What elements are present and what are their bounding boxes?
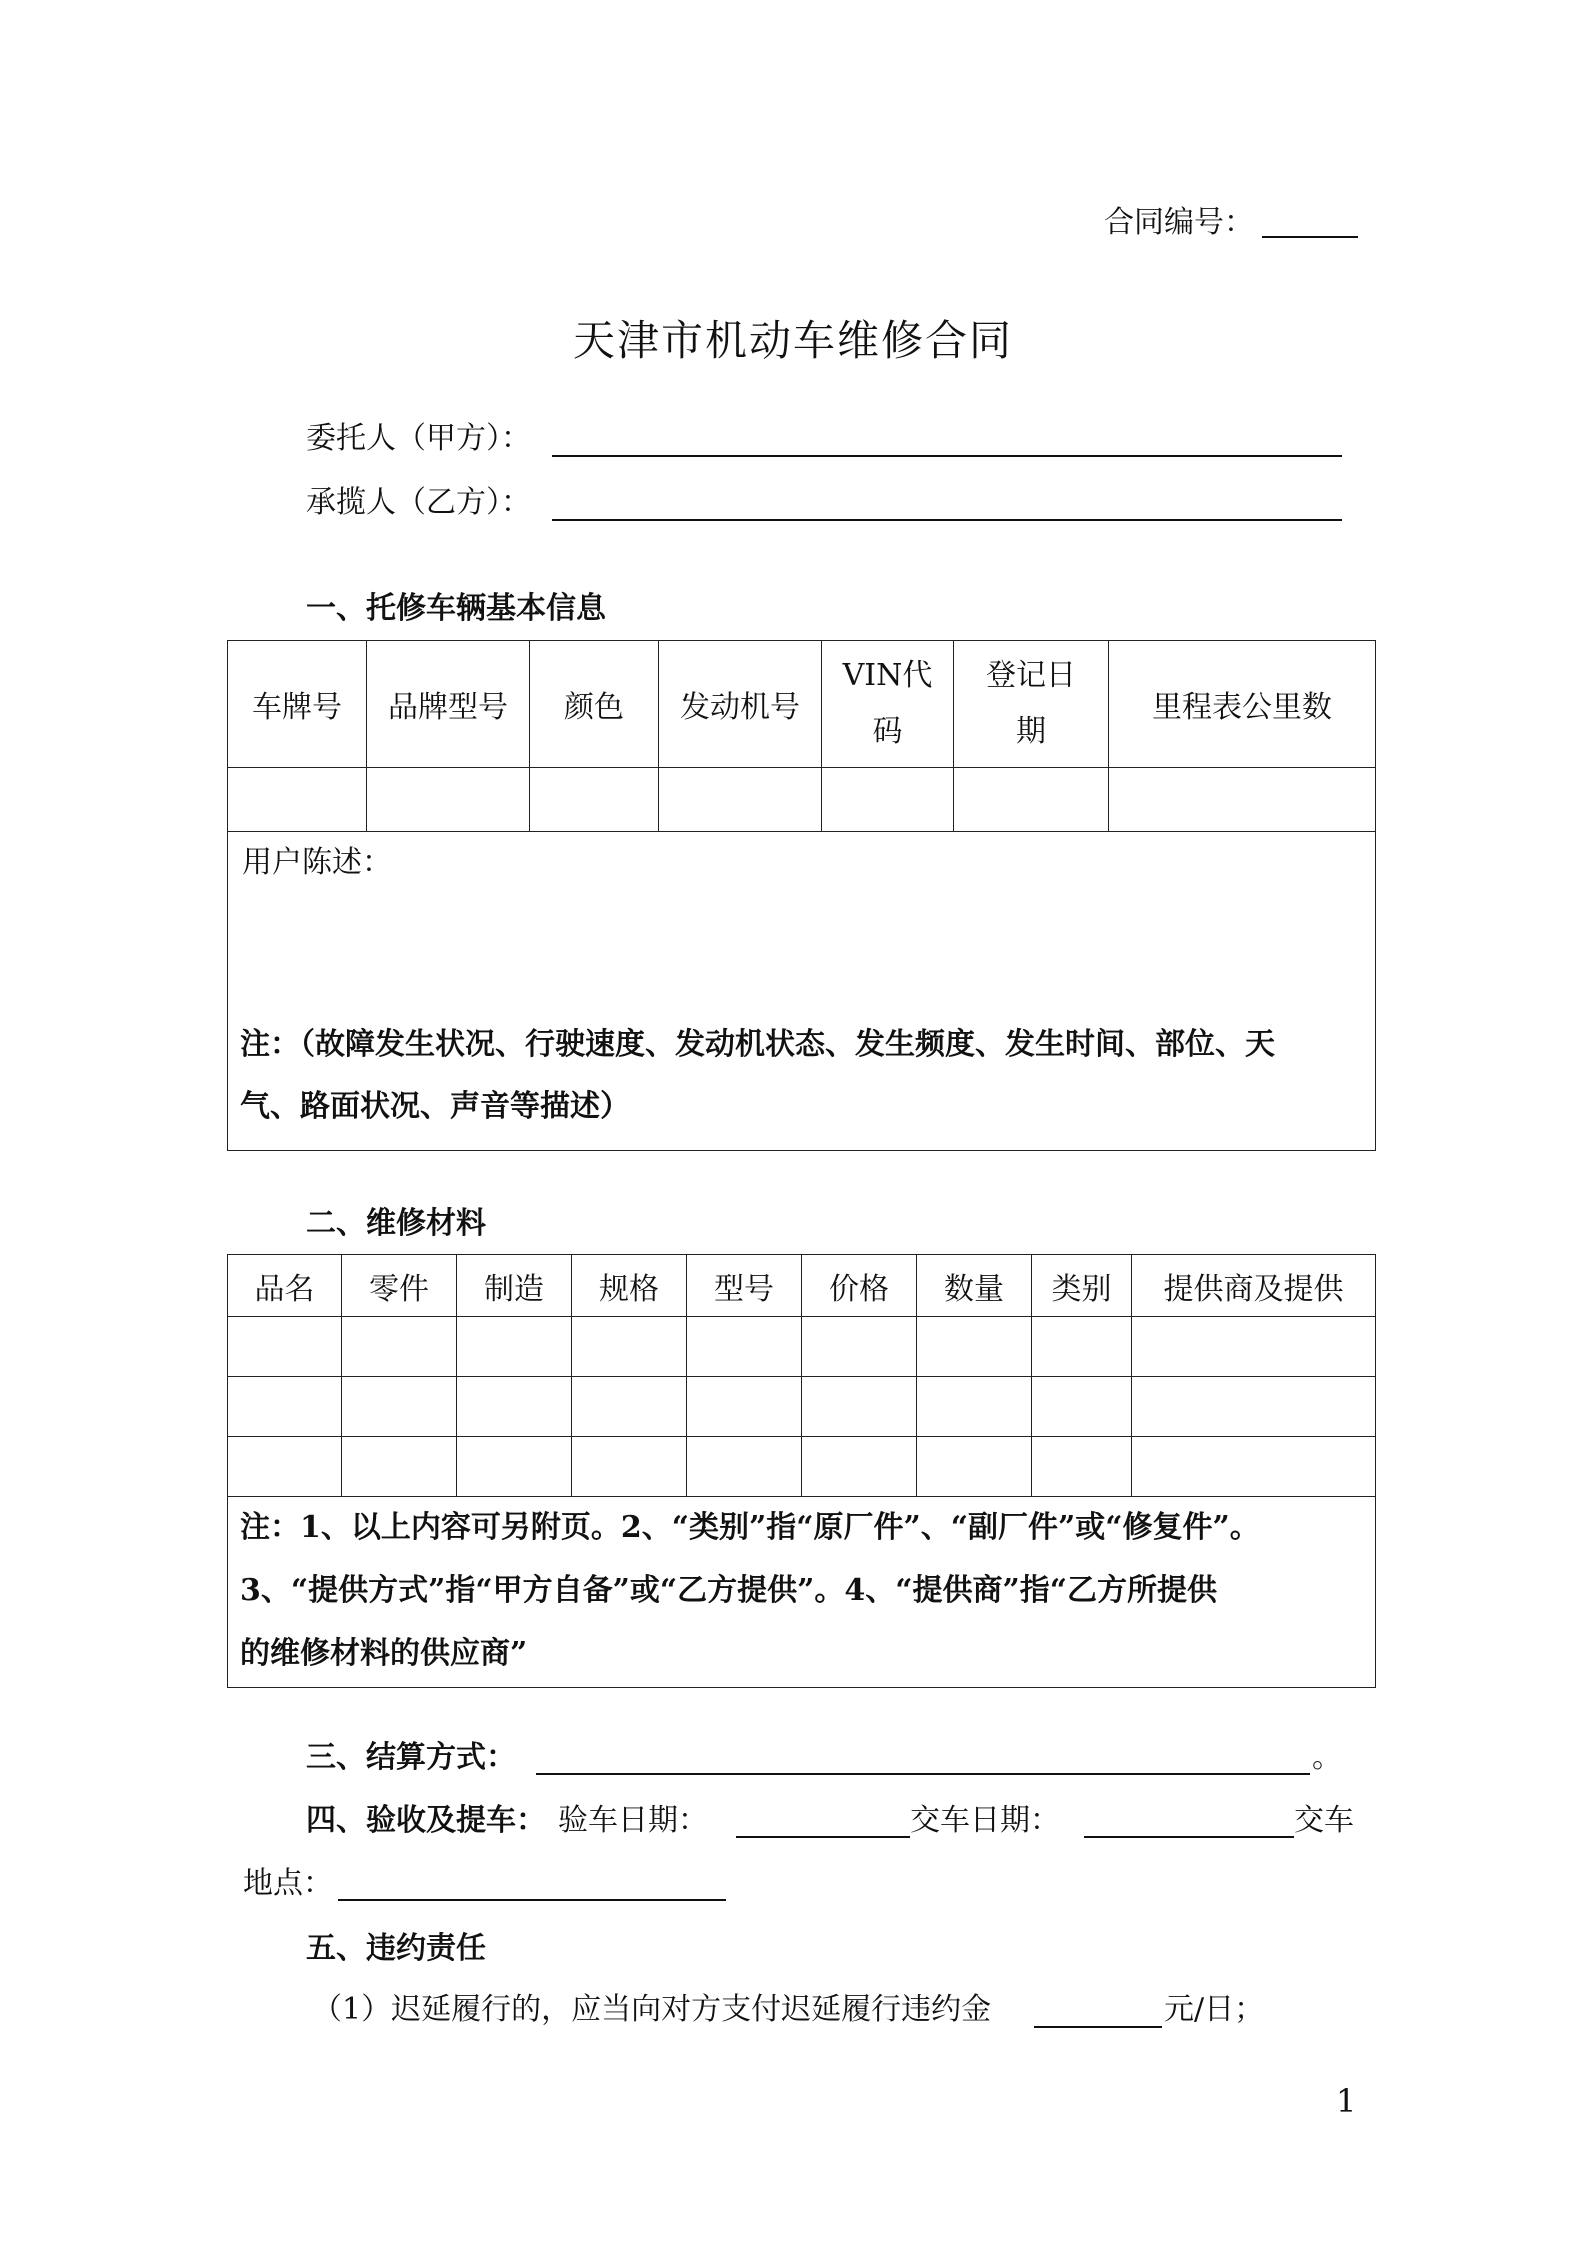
material-cell[interactable] [687,1377,802,1437]
contract-no-label: 合同编号： [1104,205,1254,240]
col-supplier: 提供商及提供 [1132,1255,1376,1317]
statement-note-line1: 注：（故障发生状况、行驶速度、发动机状态、发生频度、发生时间、部位、天 [240,1027,1275,1062]
col-vin-line2: 码 [872,714,903,749]
engine-number-cell[interactable] [659,768,822,832]
page-number: 1 [1336,2082,1357,2120]
col-reg-line1: 登记日 [986,658,1076,693]
materials-row [228,1437,1376,1497]
material-cell[interactable] [228,1377,342,1437]
col-price: 价格 [802,1255,917,1317]
section5-heading: 五、违约责任 [306,1931,486,1966]
material-cell[interactable] [228,1437,342,1497]
material-cell[interactable] [342,1377,457,1437]
section4-heading: 四、验收及提车： [306,1803,546,1838]
user-statement-row [228,832,1376,1151]
delivery-place-label-part1: 交车 [1294,1803,1354,1838]
col-model: 型号 [687,1255,802,1317]
material-cell[interactable] [1132,1377,1376,1437]
material-cell[interactable] [572,1317,687,1377]
party-b-label: 承揽人（乙方）： [306,485,531,520]
delivery-date-field[interactable] [1084,1836,1294,1838]
party-a-field[interactable] [552,455,1342,457]
col-category: 类别 [1032,1255,1132,1317]
material-cell[interactable] [687,1437,802,1497]
material-cell[interactable] [802,1377,917,1437]
col-engine-number: 发动机号 [659,641,822,768]
material-cell[interactable] [457,1377,572,1437]
user-statement-label: 用户陈述： [242,845,392,880]
material-cell[interactable] [1032,1437,1132,1497]
vehicle-data-row [228,768,1376,832]
col-brand-model: 品牌型号 [367,641,530,768]
vehicle-info-table [227,640,1376,1151]
materials-note-line1: 注：1、以上内容可另附页。2、“类别”指“原厂件”、“副厂件”或“修复件”。 [240,1510,1260,1545]
col-vin-line1: VIN代 [842,658,933,693]
odometer-cell[interactable] [1109,768,1376,832]
col-spec: 规格 [572,1255,687,1317]
col-quantity: 数量 [917,1255,1032,1317]
materials-row [228,1377,1376,1437]
delivery-place-label-part2: 地点： [243,1866,333,1901]
col-registration-date [954,641,1109,768]
material-cell[interactable] [1132,1317,1376,1377]
materials-note-cell [228,1497,1376,1688]
material-cell[interactable] [228,1317,342,1377]
col-vin-code [822,641,954,768]
contract-no-field[interactable] [1262,236,1358,238]
material-cell[interactable] [1032,1377,1132,1437]
plate-number-cell[interactable] [228,768,367,832]
material-cell[interactable] [802,1317,917,1377]
delivery-place-field[interactable] [338,1899,726,1901]
material-cell[interactable] [917,1317,1032,1377]
material-cell[interactable] [342,1437,457,1497]
party-a-label: 委托人（甲方）： [306,421,531,456]
material-cell[interactable] [802,1437,917,1497]
inspect-date-label: 验车日期： [558,1803,708,1838]
settlement-end-mark: 。 [1312,1740,1342,1775]
breach-item1-suffix: 元/日； [1164,1992,1265,2027]
material-cell[interactable] [342,1317,457,1377]
vin-code-cell[interactable] [822,768,954,832]
settlement-method-field[interactable] [536,1773,1310,1775]
col-manufacturer: 制造 [457,1255,572,1317]
material-cell[interactable] [917,1437,1032,1497]
section1-heading: 一、托修车辆基本信息 [306,591,606,626]
material-cell[interactable] [572,1377,687,1437]
material-cell[interactable] [917,1377,1032,1437]
document-title: 天津市机动车维修合同 [572,316,1013,365]
material-cell[interactable] [1132,1437,1376,1497]
material-cell[interactable] [687,1317,802,1377]
section3-heading: 三、结算方式： [306,1740,516,1775]
col-reg-line2: 期 [1016,714,1046,749]
material-cell[interactable] [1032,1317,1132,1377]
user-statement-cell[interactable] [228,832,1376,1151]
col-part: 零件 [342,1255,457,1317]
materials-note-line3: 的维修材料的供应商” [240,1636,528,1671]
materials-table [227,1254,1376,1688]
inspect-date-field[interactable] [736,1836,910,1838]
brand-model-cell[interactable] [367,768,530,832]
registration-date-cell[interactable] [954,768,1109,832]
section2-heading: 二、维修材料 [306,1206,486,1241]
material-cell[interactable] [572,1437,687,1497]
daily-penalty-field[interactable] [1034,2026,1162,2028]
materials-row [228,1317,1376,1377]
delivery-date-label: 交车日期： [910,1803,1060,1838]
vehicle-header-row [228,641,1376,768]
materials-note-row [228,1497,1376,1688]
col-plate-number: 车牌号 [228,641,367,768]
statement-note-line2: 气、路面状况、声音等描述） [240,1089,630,1124]
col-item-name: 品名 [228,1255,342,1317]
breach-item1-text: （1）迟延履行的，应当向对方支付迟延履行违约金 [312,1992,992,2027]
materials-header-row [228,1255,1376,1317]
party-b-field[interactable] [552,519,1342,521]
col-color: 颜色 [530,641,659,768]
col-odometer: 里程表公里数 [1109,641,1376,768]
color-cell[interactable] [530,768,659,832]
materials-note-line2: 3、“提供方式”指“甲方自备”或“乙方提供”。4、“提供商”指“乙方所提供 [240,1573,1218,1608]
material-cell[interactable] [457,1317,572,1377]
material-cell[interactable] [457,1437,572,1497]
